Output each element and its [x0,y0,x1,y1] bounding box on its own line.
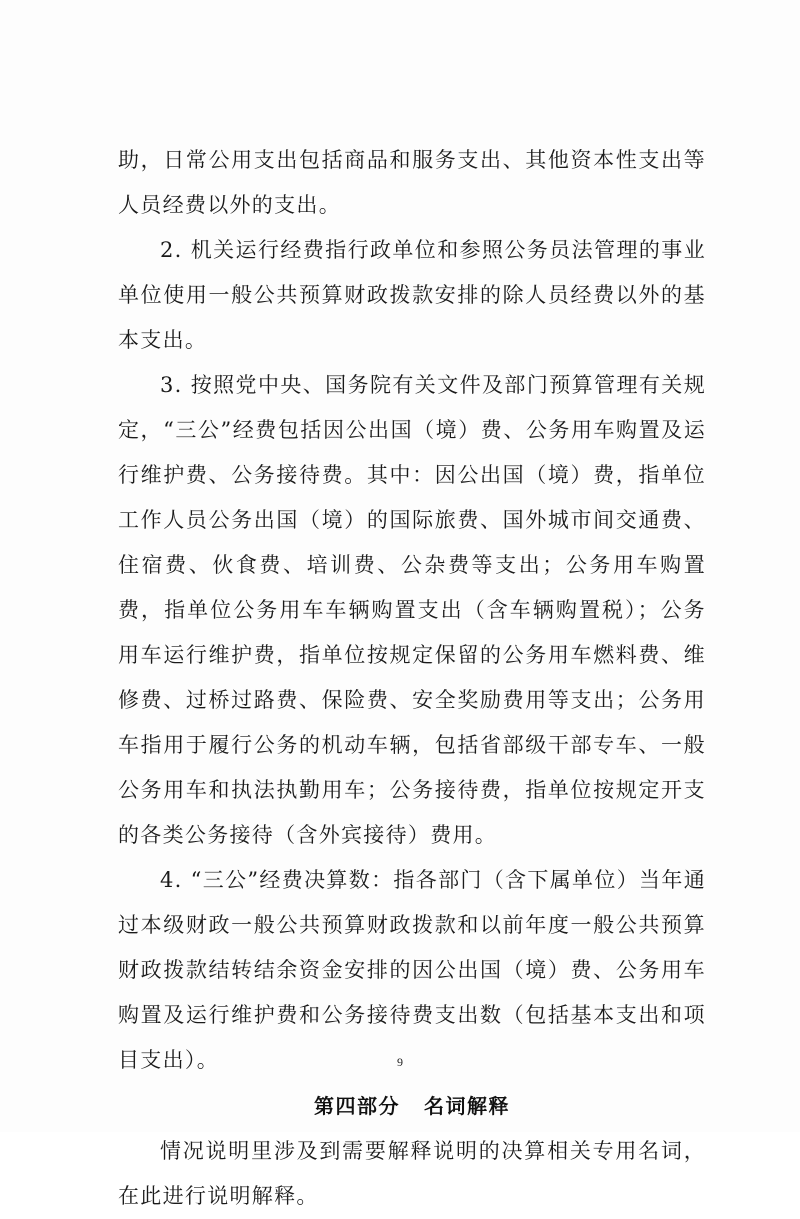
paragraph-item-4: 4. “三公”经费决算数：指各部门（含下属单位）当年通过本级财政一般公共预算财政拨款和以前年度一般公共预算财政拨款结转结余资金安排的因公出国（境）费、公务用车购置及运行维护费和公务接待费支出数（包括基本支出和项目支出）。 [118,868,706,1072]
section-heading-title: 名词解释 [424,1094,510,1118]
paragraph-item-2: 2. 机关运行经费指行政单位和参照公务员法管理的事业单位使用一般公共预算财政拨款安排的除人员经费以外的基本支出。 [118,238,706,352]
paragraph-intro: 情况说明里涉及到需要解释说明的决算相关专用名词，在此进行说明解释。 [118,1139,706,1208]
paragraph-item-3: 3. 按照党中央、国务院有关文件及部门预算管理有关规定，“三公”经费包括因公出国（境）费、公务用车购置及运行维护费、公务接待费。其中：因公出国（境）费，指单位工作人员公务出国（境）的国际旅费、国外城市间交通费、住宿费、伙食费、培训费、公杂费等支出；公务用车购置费，指单位公务用车车辆购置支出（含车辆购置税）；公务用车运行维护费，指单位按规定保留的公务用车燃料费、维修费、过桥过路费、保险费、安全奖励费用等支出；公务用车指用于履行公务的机动车辆，包括省部级干部专车、一般公务用车和执法执勤用车；公务接待费，指单位按规定开支的各类公务接待（含外宾接待）费用。 [118,373,706,847]
page-number: 9 [397,1055,403,1069]
section-heading-part: 第四部分 [314,1094,400,1118]
paragraph-continuation: 助，日常公用支出包括商品和服务支出、其他资本性支出等人员经费以外的支出。 [118,148,706,217]
section-heading [118,1083,706,1129]
